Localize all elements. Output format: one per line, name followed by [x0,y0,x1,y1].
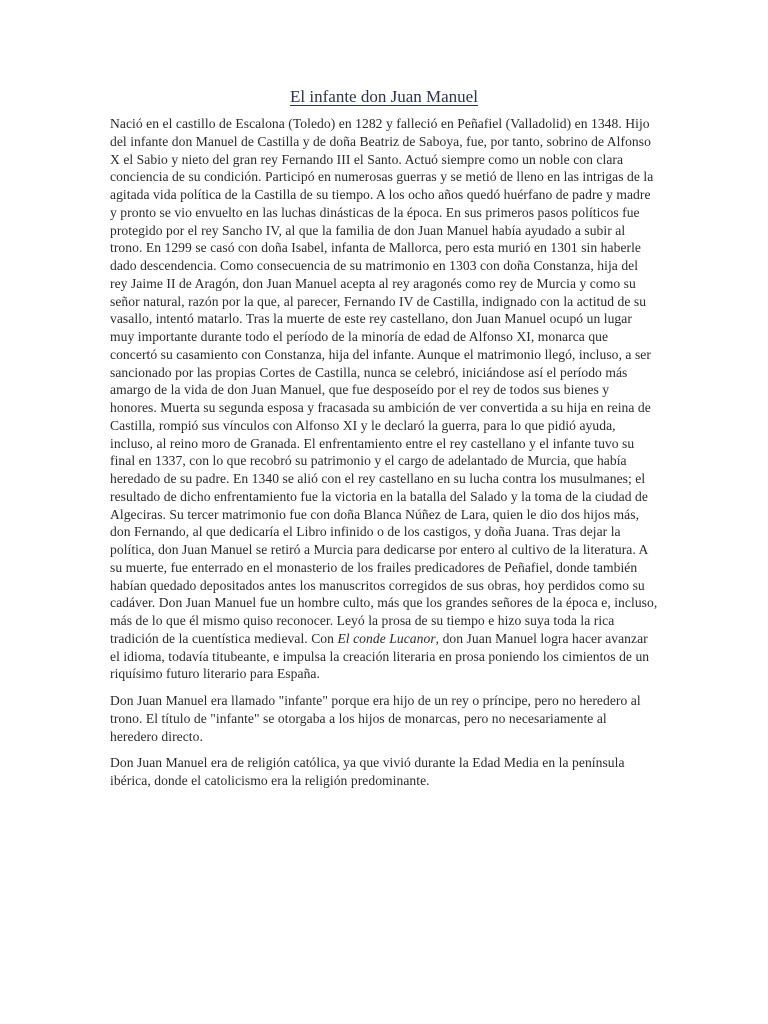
paragraph-religion: Don Juan Manuel era de religión católica, ya que vivió durante la Edad Media en la península ibérica, donde el catolicismo era la religión predominante. [110,755,625,788]
paragraph-biography [110,115,658,683]
paragraph-infante: Don Juan Manuel era llamado "infante" porque era hijo de un rey o príncipe, pero no heredero al trono. El título de "infante" se otorgaba a los hijos de monarcas, pero no necesariamente al heredero directo. [110,693,641,744]
biography-text-part-2: , don Juan Manuel logra hacer avanzar el idioma, todavía titubeante, e impulsa la creación literaria en prosa poniendo los cimientos de un riquísimo futuro literario para España. [110,630,650,682]
document-title: El infante don Juan Manuel [290,87,478,106]
biography-text-part-1: Nació en el castillo de Escalona (Toledo) en 1282 y falleció en Peñafiel (Valladolid) en 1348. Hijo del infante don Manuel de Castilla y de doña Beatriz de Saboya, fue, por tanto, sobrino de Alfonso X el Sabio y nieto del gran rey Fernando III el Santo. Actuó siempre como un noble con clara conciencia de su condición. Participó en numerosas guerras y se metió de lleno en las intrigas de la agitada vida política de la Castilla de su tiempo. A los ocho años quedó huérfano de padre y madre y pronto se vio envuelto en las luchas dinásticas de la época. En sus primeros pasos políticos fue protegido por el rey Sancho IV, al que la familia de don Juan Manuel había ayudado a subir al trono. En 1299 se casó con doña Isabel, infanta de Mallorca, pero esta murió en 1301 sin haberle dado descendencia. Como consecuencia de su matrimonio en 1303 con doña Constanza, hija del rey Jaime II de Aragón, don Juan Manuel acepta al rey aragonés como rey de Murcia y como su señor natural, razón por la que, al parecer, Fernando IV de Castilla, indignado con la actitud de su vasallo, intentó matarlo. Tras la muerte de este rey castellano, don Juan Manuel ocupó un lugar muy importante durante todo el período de la minoría de edad de Alfonso XI, monarca que concertó su casamiento con Constanza, hija del infante. Aunque el matrimonio llegó, incluso, a ser sancionado por las propias Cortes de Castilla, nunca se celebró, iniciándose así el período más amargo de la vida de don Juan Manuel, que fue desposeído por el rey de todos sus bienes y honores. Muerta su segunda esposa y fracasada su ambición de ver convertida a su hija en reina de Castilla, rompió sus vínculos con Alfonso XI y le declaró la guerra, para lo que pidió ayuda, incluso, al reino moro de Granada. El enfrentamiento entre el rey castellano y el infante tuvo su final en 1337, con lo que recobró su patrimonio y el cargo de adelantado de Murcia, que había heredado de su padre. En 1340 se alió con el rey castellano en su lucha contra los musulmanes; el resultado de dicho enfrentamiento fue la victoria en la batalla del Salado y la toma de la ciudad de Algeciras. Su tercer matrimonio fue con doña Blanca Núñez de Lara, quien le dio dos hijos más, don Fernando, al que dedicaría el Libro infinido o de los castigos, y doña Juana. Tras dejar la política, don Juan Manuel se retiró a Murcia para dedicarse por entero al cultivo de la literatura. A su muerte, fue enterrado en el monasterio de los frailes predicadores de Peñafiel, donde también habían quedado depositados antes los manuscritos corregidos de sus obras, hoy perdidos como su cadáver. Don Juan Manuel fue un hombre culto, más que los grandes señores de la época e, incluso, más de lo que él mismo quiso reconocer. Leyó la prosa de su tiempo e hizo suya toda la rica tradición de la cuentística medieval. Con [110,116,658,646]
document-page [110,86,658,799]
book-title-italic: El conde Lucanor [337,630,436,646]
